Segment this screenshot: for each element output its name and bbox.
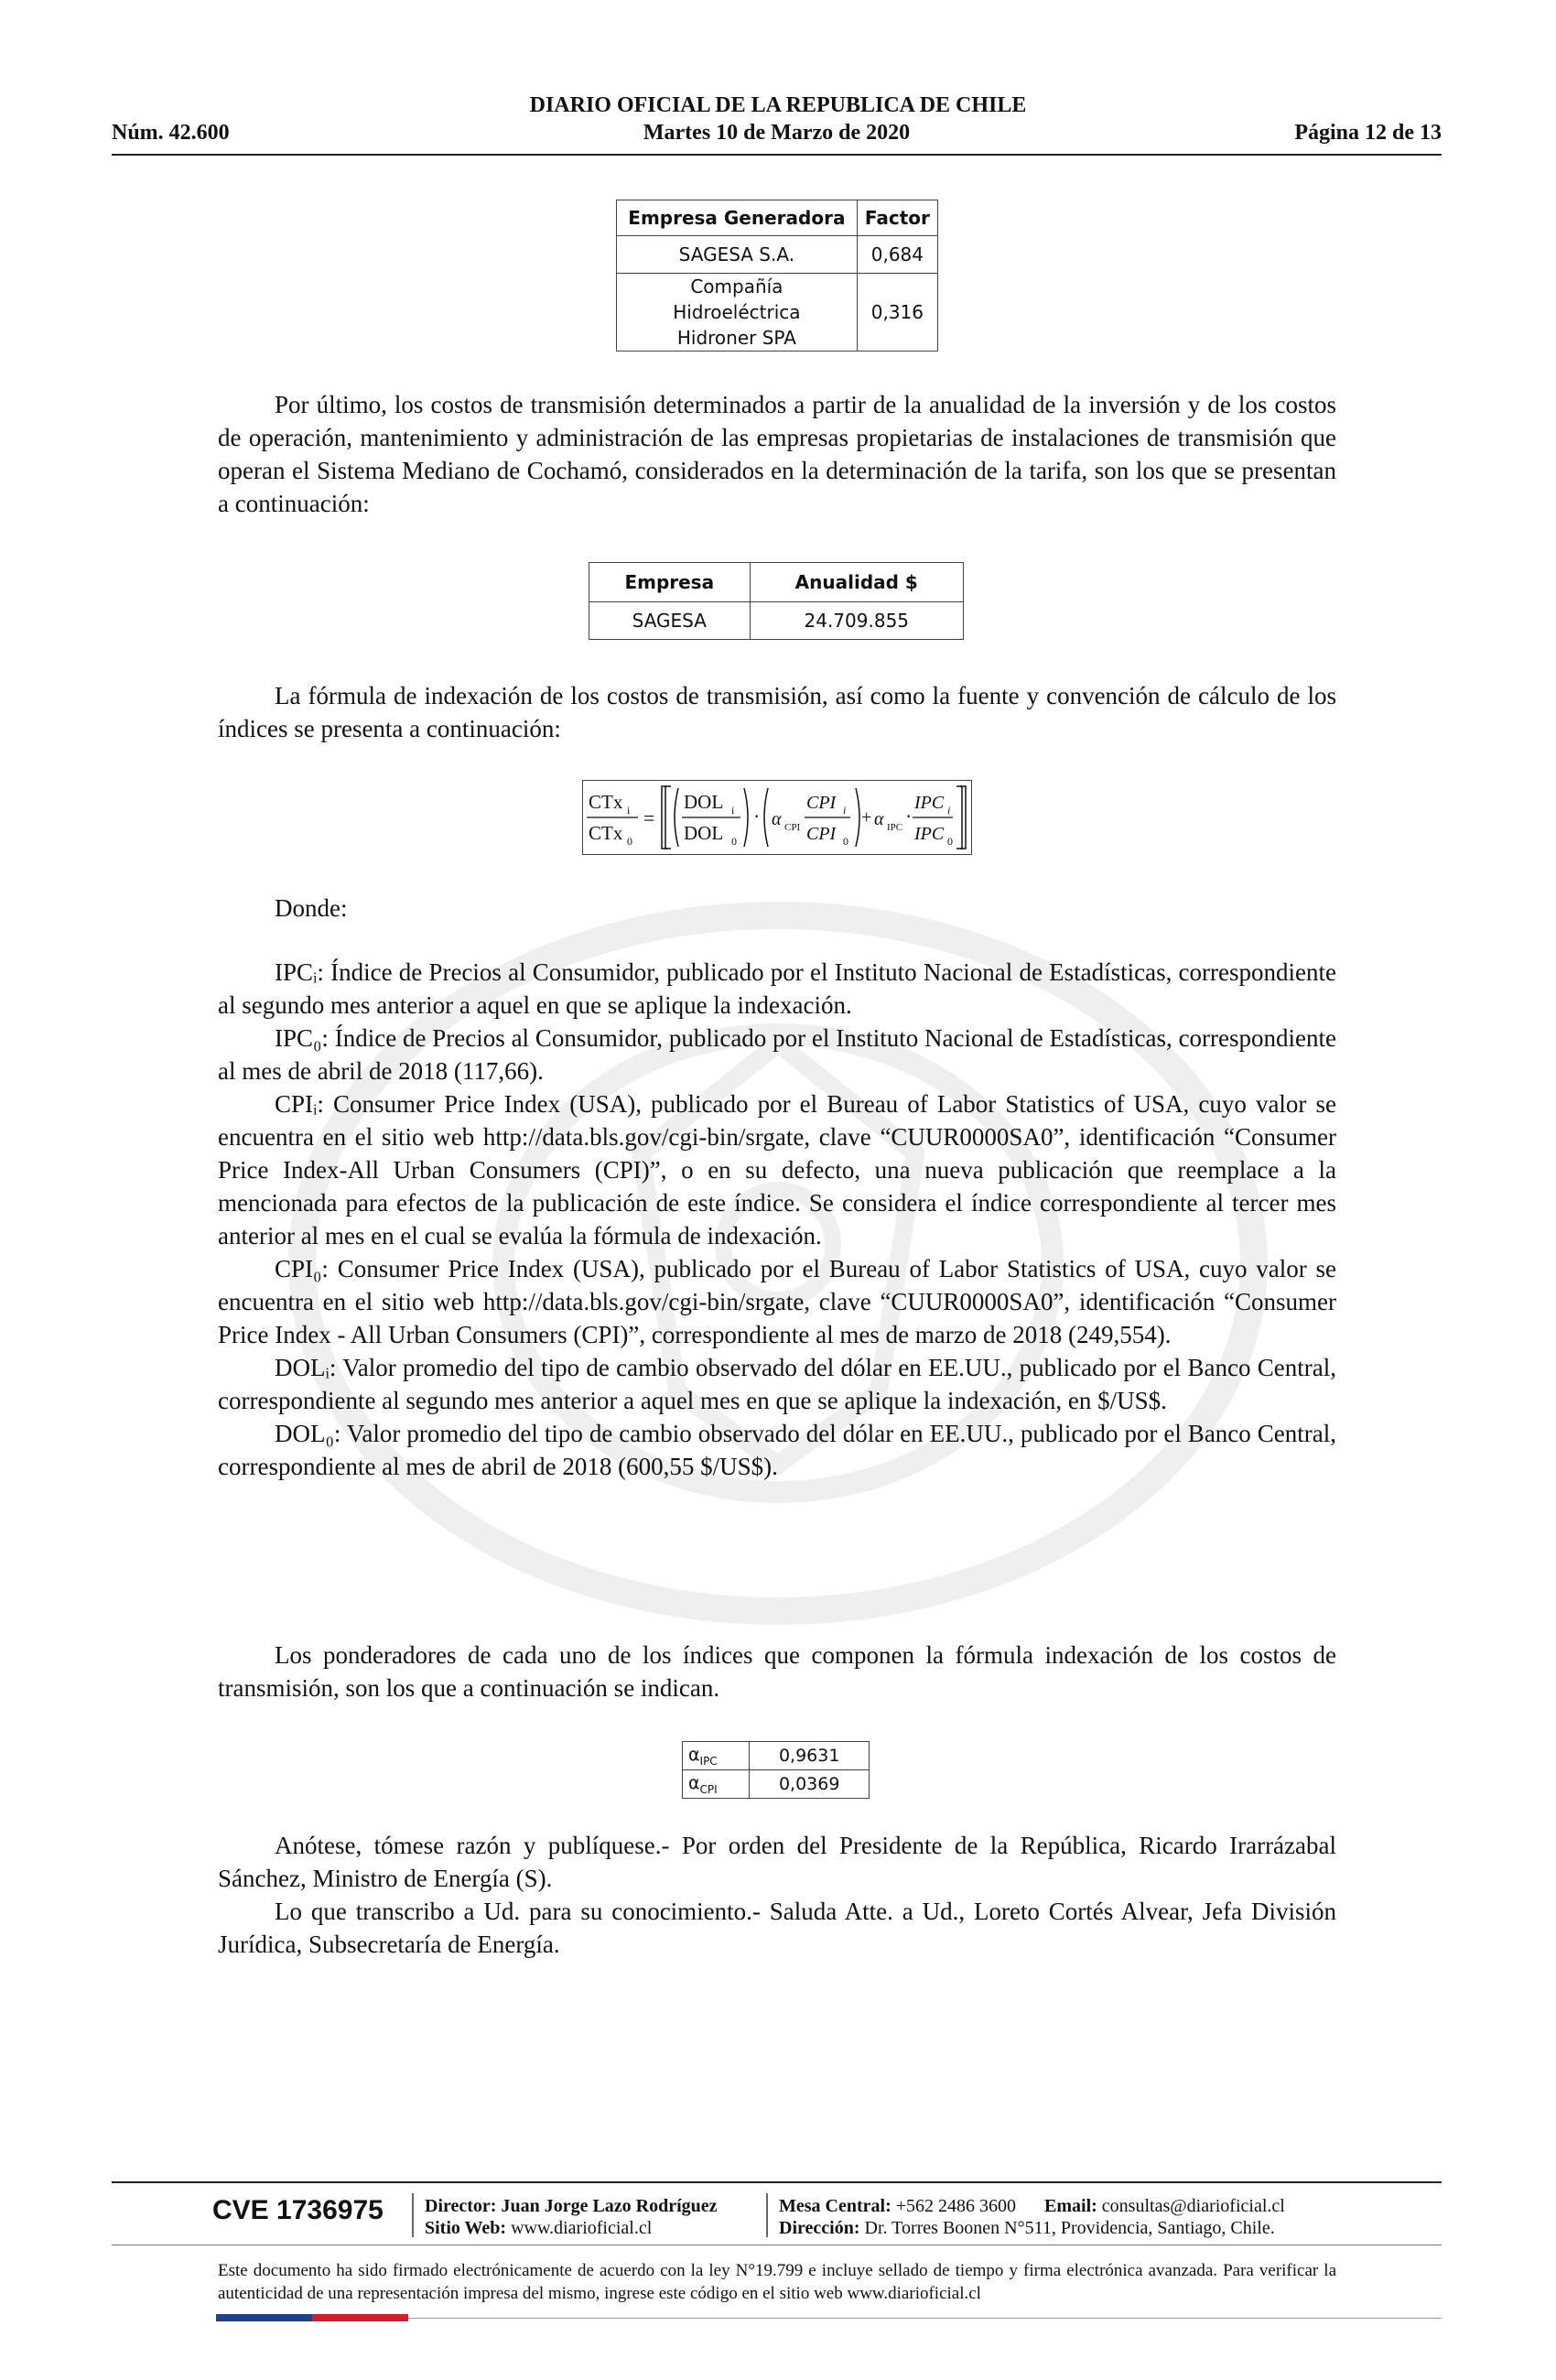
svg-text:CTx <box>589 791 623 813</box>
formula-subscript: 0 <box>731 835 737 848</box>
formula-subscript: 0 <box>947 835 953 848</box>
formula-paragraph <box>218 679 1336 745</box>
definition-dol-0: DOL₀: Valor promedio del tipo de cambio observado del dólar en EE.UU., publicado por el Banco Central, correspondiente al mes de abril de 2018 (600,55 $/US$). <box>218 1420 1336 1480</box>
flag-color-bar <box>216 2314 408 2321</box>
definition-cpi-i: CPIᵢ: Consumer Price Index (USA), publicado por el Bureau of Labor Statistics of USA, cuyo valor se encuentra en el sitio web http://data.bls.gov/cgi-bin/srgate, clave “CUUR0000SA0”, identificación “Consumer Price Index‑All Urban Consumers (CPI)”, o en su defecto, una nueva publicación que reemplace a la mencionada para efectos de la publicación de este índice. Se considera el índice correspondiente al tercer mes anterior al mes en el cual se evalúa la fórmula de indexación. <box>218 1090 1336 1250</box>
footer-contact-block <box>779 2195 1339 2239</box>
formula-subscript: i <box>627 804 631 817</box>
formula-alpha: α <box>874 809 884 829</box>
annuity-cell: 24.709.855 <box>750 602 963 640</box>
paragraph-text: Donde: <box>275 894 348 922</box>
table-row <box>683 1742 870 1770</box>
donde-label <box>218 892 1336 925</box>
footer-divider <box>408 2318 1442 2319</box>
company-line: Hidroeléctrica <box>673 301 801 323</box>
svg-text:i <box>627 804 631 817</box>
paragraph-text: Por último, los costos de transmisión determinados a partir de la anualidad de la inversión y de los costos de operación, mantenimiento y administración de las empresas propietarias de instalaciones de transmisión que operan el Sistema Mediano de Cochamó, considerados en la determinación de la tarifa, son los que se presentan a continuación: <box>218 391 1336 517</box>
column-header: Factor <box>857 200 937 236</box>
svg-text:IPC <box>913 824 945 844</box>
generator-factor-table <box>616 200 938 352</box>
alpha-symbol: α <box>688 1744 700 1765</box>
svg-text:0 <box>627 835 632 848</box>
formula-subscript: i <box>947 804 951 817</box>
indexation-formula <box>582 780 972 855</box>
flag-blue-segment <box>216 2314 312 2321</box>
definition-cpi-0: CPI₀: Consumer Price Index (USA), publicado por el Bureau of Labor Statistics of USA, cuyo valor se encuentra en el sitio web http://data.bls.gov/cgi-bin/srgate, clave “CUUR0000SA0”, identificación “Consumer Price Index ‑ All Urban Consumers (CPI)”, correspondiente al mes de marzo de 2018 (249,554). <box>218 1255 1336 1348</box>
table-row <box>617 236 938 274</box>
svg-text:CTx <box>589 822 623 844</box>
definitions-block <box>218 956 1336 1483</box>
table-row <box>589 602 964 640</box>
formula-dol-i: DOL <box>684 791 724 813</box>
formula-dot: · <box>905 805 913 828</box>
phone-label: Mesa Central: <box>779 2196 891 2216</box>
svg-text:i <box>947 804 950 817</box>
formula-alpha: α <box>772 809 782 829</box>
svg-text:CPI <box>784 822 800 833</box>
director-name: Juan Jorge Lazo Rodríguez <box>501 2196 718 2216</box>
svg-text:· <box>905 805 912 828</box>
svg-text:CPI <box>806 793 837 813</box>
formula-subscript: 0 <box>627 835 632 848</box>
formula-alpha-ipc: IPC <box>887 822 903 833</box>
formula-cpi-i: CPI <box>806 793 837 813</box>
weights-paragraph <box>218 1639 1336 1704</box>
director-label: Director: <box>425 2196 497 2216</box>
issue-number: Núm. 42.600 <box>112 121 230 145</box>
weight-symbol-cell <box>683 1742 750 1770</box>
footer-separator <box>766 2193 768 2237</box>
weight-value-cell: 0,0369 <box>750 1770 870 1799</box>
svg-text:IPC <box>913 793 945 813</box>
costs-paragraph <box>218 388 1336 520</box>
cve-code: CVE 1736975 <box>212 2195 384 2225</box>
closing-block <box>218 1829 1336 1961</box>
company-line: Hidroner SPA <box>676 327 796 349</box>
definition-ipc-i: IPCᵢ: Índice de Precios al Consumidor, publicado por el Instituto Nacional de Estadísticas, correspondiente al segundo mes anterior a aquel en que se aplique la indexación. <box>218 958 1336 1019</box>
website-label: Sitio Web: <box>425 2218 507 2238</box>
company-cell <box>617 274 858 352</box>
newspaper-title: DIARIO OFICIAL DE LA REPUBLICA DE CHILE <box>529 93 1027 117</box>
svg-text:+ <box>861 807 871 828</box>
svg-text:0 <box>947 835 953 848</box>
svg-text:DOL <box>684 791 723 813</box>
definition-ipc-0: IPC₀: Índice de Precios al Consumidor, publicado por el Instituto Nacional de Estadísticas, correspondiente al mes de abril de 2018 (117,66). <box>218 1024 1336 1085</box>
formula-ipc-0: IPC <box>914 824 945 844</box>
legal-notice: Este documento ha sido firmado electrónicamente de acuerdo con la ley N°19.799 e incluye sellado de tiempo y firma electrónica avanzada. Para verificar la autenticidad de una representación impresa del mismo, ingrese este código en el sitio web www.diarioficial.cl <box>218 2261 1336 2303</box>
footer-divider <box>112 2181 1442 2183</box>
column-header: Anualidad $ <box>750 563 963 602</box>
svg-text:IPC <box>887 822 902 833</box>
factor-cell: 0,684 <box>857 236 937 274</box>
weight-subscript: IPC <box>699 1754 718 1768</box>
alpha-symbol: α <box>688 1772 700 1793</box>
company-line: Compañía <box>690 276 783 298</box>
closing-transcription: Lo que transcribo a Ud. para su conocimiento.- Saluda Atte. a Ud., Loreto Cortés Alvear, Jefa División Jurídica, Subsecretaría de Energía. <box>218 1898 1336 1958</box>
phone-number: +562 2486 3600 <box>895 2196 1017 2216</box>
header-row <box>112 121 1442 148</box>
formula-subscript: i <box>843 804 847 817</box>
email-label: Email: <box>1044 2196 1097 2216</box>
page-indicator: Página 12 de 13 <box>1294 121 1442 145</box>
table-header-row <box>589 563 964 602</box>
table-row <box>617 274 938 352</box>
column-header: Empresa <box>589 563 751 602</box>
address-label: Dirección: <box>779 2218 860 2238</box>
definition-dol-i: DOLᵢ: Valor promedio del tipo de cambio observado del dólar en EE.UU., publicado por el Banco Central, correspondiente al segundo mes anterior a aquel mes en que se aplique la indexación, en $/US$. <box>218 1354 1336 1414</box>
weight-value-cell: 0,9631 <box>750 1742 870 1770</box>
table-header-row <box>617 200 938 236</box>
formula-dol-0: DOL <box>684 822 724 844</box>
formula-ipc-i: IPC <box>914 793 945 813</box>
svg-text:· <box>753 805 760 828</box>
table-row <box>683 1770 870 1799</box>
formula-cpi-0: CPI <box>806 824 837 844</box>
company-cell: SAGESA <box>589 602 751 640</box>
factor-cell: 0,316 <box>857 274 937 352</box>
svg-text:i <box>731 804 735 817</box>
annuity-table <box>589 562 964 640</box>
weight-subscript: CPI <box>699 1782 718 1796</box>
formula-ctx-0: CTx <box>589 822 623 844</box>
svg-text:α <box>772 809 782 829</box>
formula-subscript: 0 <box>843 835 848 848</box>
address-text: Dr. Torres Boonen N°511, Providencia, Santiago, Chile. <box>864 2218 1275 2238</box>
svg-text:DOL <box>684 822 723 844</box>
paragraph-text: La fórmula de indexación de los costos de transmisión, así como la fuente y convención de cálculo de los índices se presenta a continuación: <box>218 682 1336 742</box>
formula-ctx-i: CTx <box>589 791 623 813</box>
formula-subscript: i <box>731 804 735 817</box>
flag-red-segment <box>312 2314 408 2321</box>
svg-text:CPI <box>806 824 837 844</box>
svg-text:0 <box>843 835 848 848</box>
formula-plus: + <box>861 807 872 828</box>
footer-director-block <box>425 2195 718 2239</box>
email-link[interactable]: consultas@diarioficial.cl <box>1101 2196 1285 2216</box>
paragraph-text: Los ponderadores de cada uno de los índices que componen la fórmula indexación de los costos de transmisión, son los que a continuación se indican. <box>218 1641 1336 1702</box>
weight-symbol-cell <box>683 1770 750 1799</box>
company-cell: SAGESA S.A. <box>617 236 858 274</box>
column-header: Empresa Generadora <box>617 200 858 236</box>
formula-equals: = <box>643 806 655 829</box>
issue-date: Martes 10 de Marzo de 2020 <box>643 121 911 145</box>
closing-order: Anótese, tómese razón y publíquese.- Por orden del Presidente de la República, Ricardo Irarrázabal Sánchez, Ministro de Energía (S). <box>218 1832 1336 1892</box>
formula-alpha-cpi: CPI <box>784 822 801 833</box>
footer-separator <box>412 2193 414 2237</box>
svg-text:0 <box>731 835 737 848</box>
header-divider <box>112 154 1442 156</box>
svg-text:= <box>643 806 654 829</box>
weights-table <box>682 1741 870 1799</box>
svg-text:α <box>874 809 884 829</box>
formula-dot: · <box>753 805 761 828</box>
svg-text:i <box>843 804 846 817</box>
website-link[interactable]: www.diarioficial.cl <box>511 2218 653 2238</box>
